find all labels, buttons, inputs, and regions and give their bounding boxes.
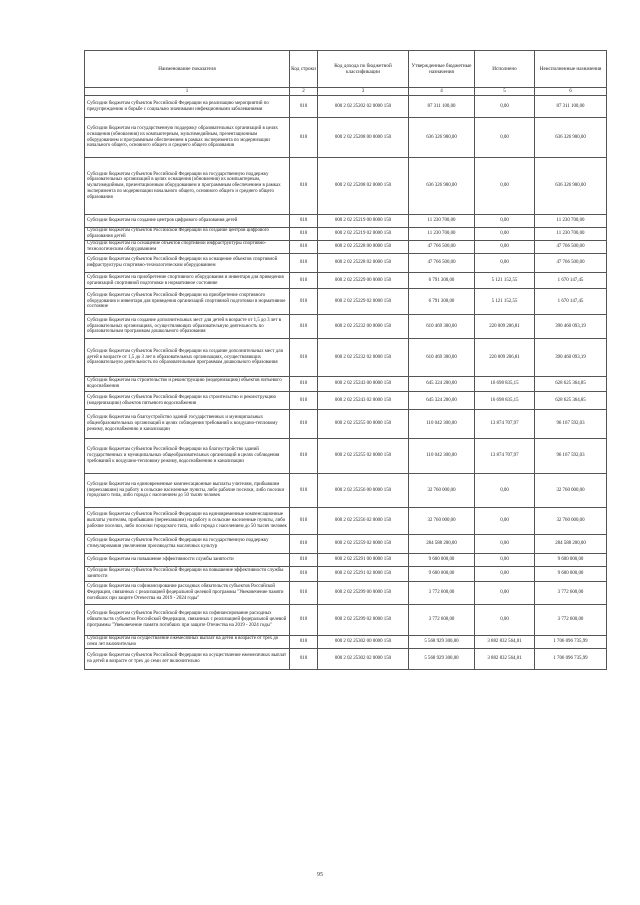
cell-executed: 0,00 bbox=[475, 118, 535, 158]
cell-executed: 0,00 bbox=[475, 215, 535, 228]
cell-kbk: 000 2 02 25291 02 0000 150 bbox=[318, 567, 409, 582]
cell-executed: 16 698 835,15 bbox=[475, 392, 535, 410]
cell-approved: 610 469 300,00 bbox=[409, 315, 475, 339]
cell-approved: 645 324 200,00 bbox=[409, 392, 475, 410]
cell-remaining: 284 588 200,00 bbox=[535, 535, 607, 554]
cell-executed: 0,00 bbox=[475, 554, 535, 567]
cell-remaining: 32 760 000,00 bbox=[535, 474, 607, 508]
header-executed: Исполнено bbox=[475, 51, 535, 88]
cell-remaining: 87 311 100,00 bbox=[535, 96, 607, 118]
cell-remaining: 1 670 147,45 bbox=[535, 289, 607, 315]
cell-approved: 636 326 900,00 bbox=[409, 158, 475, 215]
cell-remaining: 3 772 600,00 bbox=[535, 605, 607, 636]
cell-code: 010 bbox=[290, 254, 318, 273]
cell-remaining: 96 167 592,03 bbox=[535, 410, 607, 439]
cell-kbk: 000 2 02 25255 02 0000 150 bbox=[318, 439, 409, 474]
cell-executed: 0,00 bbox=[475, 508, 535, 535]
cell-approved: 3 772 600,00 bbox=[409, 582, 475, 605]
cell-kbk: 000 2 02 25228 02 0000 150 bbox=[318, 254, 409, 273]
cell-name: Субсидии бюджетам на благоустройство зданий государственных и муниципальных общеобразовательных организаций в целях соблюдения требований к воздушно-тепловому режиму, водоснабжению и канализации bbox=[85, 410, 290, 439]
cell-kbk: 000 2 02 25208 02 0000 150 bbox=[318, 158, 409, 215]
cell-name: Субсидии бюджетам субъектов Российской Федерации на осуществление ежемесячных выплат на детей в возрасте от трех до семи лет включительно bbox=[85, 649, 290, 670]
cell-approved: 5 568 929 300,00 bbox=[409, 649, 475, 670]
cell-kbk: 000 2 02 25232 00 0000 150 bbox=[318, 315, 409, 339]
cell-code: 010 bbox=[290, 508, 318, 535]
cell-code: 010 bbox=[290, 649, 318, 670]
cell-name: Субсидии бюджетам на оснащение объектов спортивной инфраструктуры спортивно-технологическим оборудованием bbox=[85, 241, 290, 254]
cell-kbk: 000 2 02 25256 00 0000 150 bbox=[318, 474, 409, 508]
cell-name: Субсидии бюджетам субъектов Российской Федерации на государственную поддержку образовательных организаций в целях оснащения (обновления) их компьютерным, мультимедийным, презентационным оборудованием и программным обеспечением в рамках эксперимента по модернизации начального общего, основного общего и среднего общего образования bbox=[85, 158, 290, 215]
table-row bbox=[85, 228, 607, 241]
cell-executed: 0,00 bbox=[475, 567, 535, 582]
cell-remaining: 1 706 096 735,99 bbox=[535, 649, 607, 670]
header-approved: Утвержденные бюджетные назначения bbox=[409, 51, 475, 88]
cell-executed: 0,00 bbox=[475, 474, 535, 508]
cell-code: 010 bbox=[290, 554, 318, 567]
cell-approved: 3 772 600,00 bbox=[409, 605, 475, 636]
cell-code: 010 bbox=[290, 96, 318, 118]
column-number: 2 bbox=[290, 88, 318, 96]
cell-name: Субсидии бюджетам субъектов Российской Федерации на единовременные компенсационные выплаты учителям, прибывшим (переехавшим) на работу в сельские населенные пункты, либо рабочие поселки, либо поселки городского типа, либо города с населением до 50 тысяч человек bbox=[85, 508, 290, 535]
cell-executed: 220 009 206,81 bbox=[475, 315, 535, 339]
cell-executed: 16 698 835,15 bbox=[475, 377, 535, 392]
cell-approved: 636 326 900,00 bbox=[409, 118, 475, 158]
cell-kbk: 000 2 02 25255 00 0000 150 bbox=[318, 410, 409, 439]
table-row bbox=[85, 158, 607, 215]
cell-executed: 0,00 bbox=[475, 535, 535, 554]
table-row bbox=[85, 582, 607, 605]
cell-name: Субсидии бюджетам на повышение эффективности службы занятости bbox=[85, 554, 290, 567]
column-number: 3 bbox=[318, 88, 409, 96]
header-remaining: Неисполненные назначения bbox=[535, 51, 607, 88]
cell-remaining: 11 230 700,00 bbox=[535, 228, 607, 241]
table-row bbox=[85, 254, 607, 273]
cell-kbk: 000 2 02 25219 00 0000 150 bbox=[318, 215, 409, 228]
cell-kbk: 000 2 02 25302 02 0000 150 bbox=[318, 649, 409, 670]
cell-executed: 0,00 bbox=[475, 582, 535, 605]
cell-name: Субсидии бюджетам на государственную поддержку образовательных организаций в целях оснащения (обновления) их компьютерным, мультимедийным, презентационным оборудованием и программным обеспечением в рамках эксперимента по модернизации начального общего, основного общего и среднего общего образования bbox=[85, 118, 290, 158]
cell-executed: 220 009 206,81 bbox=[475, 339, 535, 377]
report-sheet bbox=[84, 50, 606, 670]
cell-remaining: 32 760 000,00 bbox=[535, 508, 607, 535]
cell-kbk: 000 2 02 25291 00 0000 150 bbox=[318, 554, 409, 567]
cell-kbk: 000 2 02 25232 02 0000 150 bbox=[318, 339, 409, 377]
cell-executed: 0,00 bbox=[475, 228, 535, 241]
cell-code: 010 bbox=[290, 215, 318, 228]
column-number-row bbox=[85, 88, 607, 96]
cell-name: Субсидии бюджетам субъектов Российской Федерации на оснащение объектов спортивной инфраструктуры спортивно-технологическим оборудованием bbox=[85, 254, 290, 273]
cell-executed: 13 874 707,97 bbox=[475, 439, 535, 474]
cell-approved: 11 230 700,00 bbox=[409, 228, 475, 241]
cell-name: Субсидии бюджетам на софинансирование расходных обязательств субъектов Российской Федерации, связанных с реализацией федеральной целевой программы "Увековечение памяти погибших при защите Отечества на 2019 - 2024 годы" bbox=[85, 582, 290, 605]
table-row bbox=[85, 339, 607, 377]
cell-code: 010 bbox=[290, 392, 318, 410]
cell-approved: 6 791 300,00 bbox=[409, 289, 475, 315]
table-row bbox=[85, 508, 607, 535]
cell-code: 010 bbox=[290, 474, 318, 508]
cell-executed: 5 121 152,55 bbox=[475, 289, 535, 315]
cell-kbk: 000 2 02 25229 02 0000 150 bbox=[318, 289, 409, 315]
cell-kbk: 000 2 02 25243 02 0000 150 bbox=[318, 392, 409, 410]
table-row bbox=[85, 273, 607, 289]
cell-code: 010 bbox=[290, 118, 318, 158]
table-row bbox=[85, 567, 607, 582]
cell-remaining: 47 766 500,00 bbox=[535, 241, 607, 254]
cell-name: Субсидии бюджетам на приобретение спортивного оборудования и инвентаря для приведения организаций спортивной подготовки в нормативное состояние bbox=[85, 273, 290, 289]
cell-remaining: 47 766 500,00 bbox=[535, 254, 607, 273]
cell-code: 010 bbox=[290, 273, 318, 289]
cell-name: Субсидии бюджетам субъектов Российской Федерации на софинансирование расходных обязательств субъектов Российской Федерации, связанных с реализацией федеральной целевой программы "Увековечение памяти погибших при защите Отечества на 2019 - 2024 годы" bbox=[85, 605, 290, 636]
cell-code: 010 bbox=[290, 339, 318, 377]
cell-remaining: 9 600 000,00 bbox=[535, 554, 607, 567]
table-row bbox=[85, 535, 607, 554]
table-row bbox=[85, 605, 607, 636]
cell-remaining: 390 460 093,19 bbox=[535, 339, 607, 377]
cell-approved: 284 588 200,00 bbox=[409, 535, 475, 554]
cell-approved: 47 766 500,00 bbox=[409, 254, 475, 273]
table-row bbox=[85, 554, 607, 567]
cell-kbk: 000 2 02 25202 02 0000 150 bbox=[318, 96, 409, 118]
table-row bbox=[85, 377, 607, 392]
cell-code: 010 bbox=[290, 439, 318, 474]
cell-kbk: 000 2 02 25259 02 0000 150 bbox=[318, 535, 409, 554]
cell-name: Субсидии бюджетам субъектов Российской Федерации на повышение эффективности службы занятости bbox=[85, 567, 290, 582]
cell-kbk: 000 2 02 25299 02 0000 150 bbox=[318, 605, 409, 636]
cell-remaining: 11 230 700,00 bbox=[535, 215, 607, 228]
cell-remaining: 1 670 147,45 bbox=[535, 273, 607, 289]
cell-approved: 110 042 300,00 bbox=[409, 410, 475, 439]
table-row bbox=[85, 649, 607, 670]
cell-code: 010 bbox=[290, 315, 318, 339]
cell-code: 010 bbox=[290, 228, 318, 241]
table-row bbox=[85, 96, 607, 118]
column-number: 4 bbox=[409, 88, 475, 96]
cell-executed: 0,00 bbox=[475, 241, 535, 254]
table-row bbox=[85, 118, 607, 158]
table-row bbox=[85, 636, 607, 649]
cell-code: 010 bbox=[290, 158, 318, 215]
header-name: Наименование показателя bbox=[85, 51, 290, 88]
cell-remaining: 628 625 364,85 bbox=[535, 377, 607, 392]
cell-kbk: 000 2 02 25243 00 0000 150 bbox=[318, 377, 409, 392]
cell-code: 010 bbox=[290, 567, 318, 582]
column-number: 6 bbox=[535, 88, 607, 96]
cell-approved: 11 230 700,00 bbox=[409, 215, 475, 228]
table-row bbox=[85, 215, 607, 228]
cell-name: Субсидии бюджетам на строительство и реконструкцию (модернизацию) объектов питьевого водоснабжения bbox=[85, 377, 290, 392]
cell-remaining: 96 167 592,03 bbox=[535, 439, 607, 474]
cell-name: Субсидии бюджетам субъектов Российской Федерации на государственную поддержку стимулирования увеличения производства масличных культур bbox=[85, 535, 290, 554]
table-row bbox=[85, 241, 607, 254]
cell-kbk: 000 2 02 25229 00 0000 150 bbox=[318, 273, 409, 289]
cell-approved: 610 469 300,00 bbox=[409, 339, 475, 377]
cell-name: Субсидии бюджетам на осуществление ежемесячных выплат на детей в возрасте от трех до семи лет включительно bbox=[85, 636, 290, 649]
cell-kbk: 000 2 02 25299 00 0000 150 bbox=[318, 582, 409, 605]
cell-executed: 0,00 bbox=[475, 254, 535, 273]
cell-approved: 32 760 000,00 bbox=[409, 508, 475, 535]
cell-name: Субсидии бюджетам субъектов Российской Федерации на строительство и реконструкцию (модернизацию) объектов питьевого водоснабжения bbox=[85, 392, 290, 410]
income-table bbox=[84, 50, 607, 670]
table-row bbox=[85, 410, 607, 439]
table-body bbox=[85, 96, 607, 670]
cell-executed: 0,00 bbox=[475, 96, 535, 118]
cell-approved: 6 791 300,00 bbox=[409, 273, 475, 289]
cell-executed: 3 882 832 564,01 bbox=[475, 649, 535, 670]
table-header-row bbox=[85, 51, 607, 88]
cell-executed: 0,00 bbox=[475, 605, 535, 636]
cell-approved: 32 760 000,00 bbox=[409, 474, 475, 508]
cell-executed: 3 882 832 564,01 bbox=[475, 636, 535, 649]
cell-remaining: 1 706 096 735,99 bbox=[535, 636, 607, 649]
cell-name: Субсидии бюджетам субъектов Российской Федерации на создание центров цифрового образования детей bbox=[85, 228, 290, 241]
cell-approved: 110 042 300,00 bbox=[409, 439, 475, 474]
cell-code: 010 bbox=[290, 289, 318, 315]
cell-name: Субсидии бюджетам субъектов Российской Федерации на приобретение спортивного оборудования и инвентаря для приведения организаций спортивной подготовки в нормативное состояние bbox=[85, 289, 290, 315]
cell-remaining: 628 625 364,85 bbox=[535, 392, 607, 410]
cell-kbk: 000 2 02 25228 00 0000 150 bbox=[318, 241, 409, 254]
cell-executed: 13 874 707,97 bbox=[475, 410, 535, 439]
header-line-code: Код строки bbox=[290, 51, 318, 88]
column-number: 5 bbox=[475, 88, 535, 96]
cell-approved: 9 600 000,00 bbox=[409, 554, 475, 567]
cell-code: 010 bbox=[290, 241, 318, 254]
cell-code: 010 bbox=[290, 535, 318, 554]
cell-code: 010 bbox=[290, 410, 318, 439]
cell-code: 010 bbox=[290, 377, 318, 392]
table-row bbox=[85, 289, 607, 315]
cell-remaining: 9 600 000,00 bbox=[535, 567, 607, 582]
cell-name: Субсидии бюджетам субъектов Российской Федерации на создание дополнительных мест для детей в возрасте от 1,5 до 3 лет в образовательных организациях, осуществляющих образовательную деятельность по образовательным программам дошкольного образования bbox=[85, 339, 290, 377]
cell-executed: 0,00 bbox=[475, 158, 535, 215]
table-row bbox=[85, 474, 607, 508]
cell-remaining: 636 326 900,00 bbox=[535, 158, 607, 215]
cell-kbk: 000 2 02 25302 00 0000 150 bbox=[318, 636, 409, 649]
cell-code: 010 bbox=[290, 636, 318, 649]
cell-name: Субсидии бюджетам субъектов Российской Федерации на реализацию мероприятий по предупреждению и борьбе с социально значимыми инфекционными заболеваниями bbox=[85, 96, 290, 118]
cell-code: 010 bbox=[290, 605, 318, 636]
table-row bbox=[85, 315, 607, 339]
cell-remaining: 3 772 600,00 bbox=[535, 582, 607, 605]
cell-remaining: 390 460 093,19 bbox=[535, 315, 607, 339]
cell-kbk: 000 2 02 25256 02 0000 150 bbox=[318, 508, 409, 535]
cell-approved: 645 324 200,00 bbox=[409, 377, 475, 392]
cell-name: Субсидии бюджетам на создание центров цифрового образования детей bbox=[85, 215, 290, 228]
cell-approved: 87 311 100,00 bbox=[409, 96, 475, 118]
column-number: 1 bbox=[85, 88, 290, 96]
cell-approved: 5 568 929 300,00 bbox=[409, 636, 475, 649]
cell-kbk: 000 2 02 25219 02 0000 150 bbox=[318, 228, 409, 241]
cell-name: Субсидии бюджетам на единовременные компенсационные выплаты учителям, прибывшим (переехавшим) на работу в сельские населенные пункты, либо рабочие поселки, либо поселки городского типа, либо города с населением до 50 тысяч человек bbox=[85, 474, 290, 508]
header-income-code: Код дохода по бюджетной классификации bbox=[318, 51, 409, 88]
cell-code: 010 bbox=[290, 582, 318, 605]
page-number: 95 bbox=[317, 872, 323, 878]
cell-executed: 5 121 152,55 bbox=[475, 273, 535, 289]
cell-remaining: 636 326 900,00 bbox=[535, 118, 607, 158]
table-row bbox=[85, 392, 607, 410]
cell-approved: 9 600 000,00 bbox=[409, 567, 475, 582]
cell-name: Субсидии бюджетам субъектов Российской Федерации на благоустройство зданий государственных и муниципальных общеобразовательных организаций в целях соблюдения требований к воздушно-тепловому режиму, водоснабжению и канализации bbox=[85, 439, 290, 474]
cell-name: Субсидии бюджетам на создание дополнительных мест для детей в возрасте от 1,5 до 3 лет в образовательных организациях, осуществляющих образовательную деятельность по образовательным программам дошкольного образования bbox=[85, 315, 290, 339]
cell-approved: 47 766 500,00 bbox=[409, 241, 475, 254]
cell-kbk: 000 2 02 25208 00 0000 150 bbox=[318, 118, 409, 158]
table-row bbox=[85, 439, 607, 474]
